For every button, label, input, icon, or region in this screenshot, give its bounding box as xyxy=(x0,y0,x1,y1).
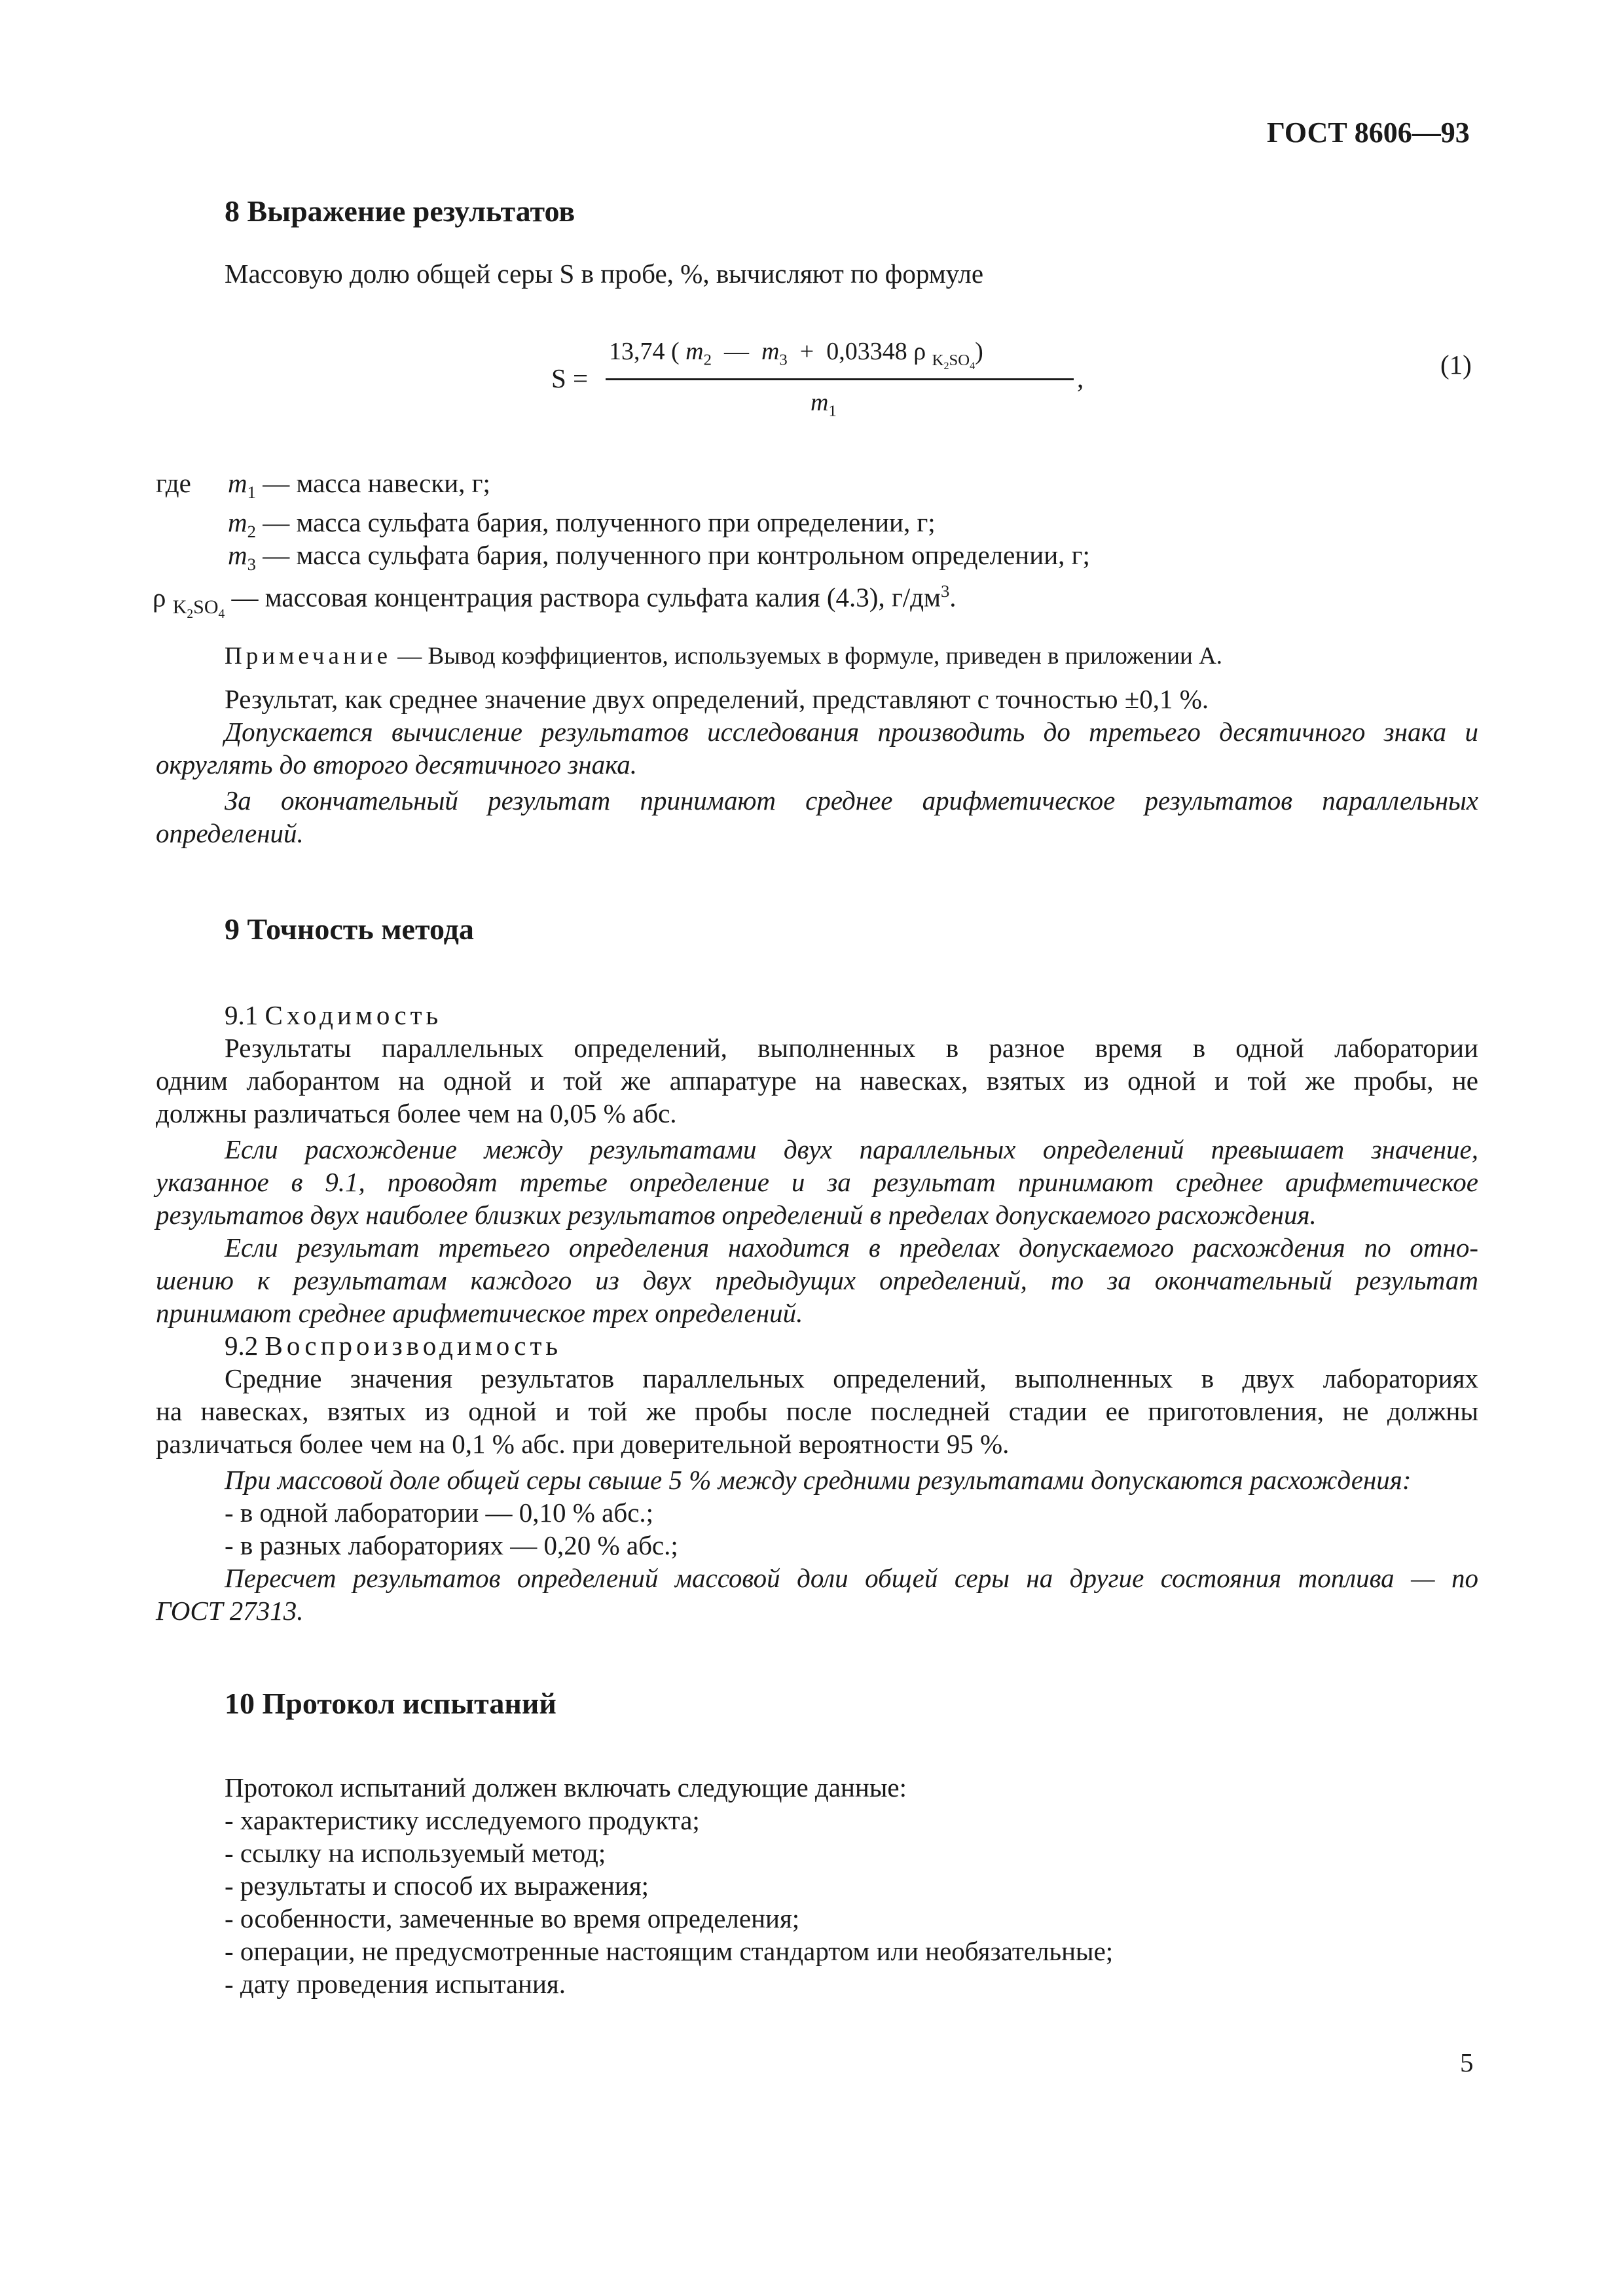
equation-number: (1) xyxy=(1440,350,1472,380)
formula-comma: , xyxy=(1077,363,1084,393)
formula-lhs: S = xyxy=(551,363,589,393)
italic-paragraph-line: Если результат третьего определения находится в пределах допускаемого расхождения по отно- xyxy=(225,1232,1478,1263)
italic-paragraph-line: указанное в 9.1, проводят третье определение и за результат принимают среднее арифметическое xyxy=(156,1167,1478,1197)
italic-paragraph-line: результатов двух наиболее близких результатов определений в пределах допускаемого расхождения. xyxy=(156,1200,1317,1230)
italic-paragraph-line: Если расхождение между результатами двух параллельных определений превышает значение, xyxy=(225,1134,1478,1164)
list-item: - операции, не предусмотренные настоящим стандартом или необязательные; xyxy=(225,1936,1114,1966)
italic-paragraph-line: принимают среднее арифметическое трех определений. xyxy=(156,1298,803,1328)
paragraph-line: на навесках, взятых из одной и той же пробы после последней стадии ее приготовления, не должны xyxy=(156,1396,1478,1426)
italic-paragraph-line: округлять до второго десятичного знака. xyxy=(156,749,638,780)
formula-fraction-bar xyxy=(606,378,1074,380)
italic-paragraph-line: При массовой доле общей серы свыше 5 % между средними результатами допускаются расхождения: xyxy=(225,1465,1412,1495)
paragraph-line: Результаты параллельных определений, выполненных в разное время в одной лаборатории xyxy=(225,1033,1478,1063)
def-m3: $m_3$ — масса сульфата бария, полученного при контрольном определении, г; xyxy=(228,540,1090,575)
italic-paragraph-line: ГОСТ 27313. xyxy=(156,1596,304,1626)
formula-numerator: 13,74 ( $m_2$ — $m_3 + 0,03348$ ρ $_{K_2SO_4}$) xyxy=(609,338,983,372)
section-10-intro: Протокол испытаний должен включать следующие данные: xyxy=(225,1772,907,1803)
paragraph-line: должны различаться более чем на 0,05 % абс. xyxy=(156,1098,677,1128)
italic-paragraph-line: Пересчет результатов определений массовой доли общей серы на другие состояния топлива — по xyxy=(225,1563,1478,1593)
list-item: - характеристику исследуемого продукта; xyxy=(225,1805,700,1835)
paragraph-line: Средние значения результатов параллельных определений, выполненных в двух лабораториях xyxy=(225,1363,1478,1393)
section-10-title: 10 Протокол испытаний xyxy=(225,1687,556,1720)
italic-paragraph-line: Допускается вычисление результатов исследования производить до третьего десятичного знака и xyxy=(225,717,1478,747)
where-label: где xyxy=(156,468,191,498)
subsection-9-2-title: 9.2 Воспроизводимость xyxy=(225,1331,562,1361)
list-item: - ссылку на используемый метод; xyxy=(225,1838,606,1868)
section-8-title: 8 Выражение результатов xyxy=(225,194,575,228)
def-m1: $m_1$ — масса навески, г; xyxy=(228,468,490,503)
paragraph-line: одним лаборантом на одной и той же аппаратуре на навесках, взятых из одной и той же пробы, не xyxy=(156,1066,1478,1096)
section-9-title: 9 Точность метода xyxy=(225,912,474,946)
formula-denominator: $m_1$ xyxy=(811,389,837,420)
list-item: - дату проведения испытания. xyxy=(225,1969,566,1999)
list-item: - особенности, замеченные во время определения; xyxy=(225,1903,800,1933)
result-precision: Результат, как среднее значение двух определений, представляют с точностью ±0,1 %. xyxy=(225,684,1209,714)
italic-paragraph-line: За окончательный результат принимают среднее арифметическое результатов параллельных xyxy=(225,785,1478,816)
italic-paragraph-line: определений. xyxy=(156,818,304,848)
list-item: - в разных лабораториях — 0,20 % абс.; xyxy=(225,1530,678,1560)
section-8-intro: Массовую долю общей серы S в пробе, %, вычисляют по формуле xyxy=(225,259,984,289)
def-m2: $m_2$ — масса сульфата бария, полученного при определении, г; xyxy=(228,507,936,542)
list-item: - результаты и способ их выражения; xyxy=(225,1871,649,1901)
document-id: ГОСТ 8606—93 xyxy=(1267,117,1470,149)
italic-paragraph-line: шению к результатам каждого из двух предыдущих определений, то за окончательный результат xyxy=(156,1265,1478,1295)
subsection-9-1-title: 9.1 Сходимость xyxy=(225,1000,443,1030)
paragraph-line: различаться более чем на 0,1 % абс. при доверительной вероятности 95 %. xyxy=(156,1429,1010,1459)
def-rho: ρ $_{K_2SO_4}$ — массовая концентрация раствора сульфата калия (4.3), $г/дм^3$. xyxy=(153,581,957,621)
page-number: 5 xyxy=(1460,2047,1474,2077)
list-item: - в одной лаборатории — 0,10 % абс.; xyxy=(225,1498,654,1528)
note: Примечание — Вывод коэффициентов, используемых в формуле, приведен в приложении А. xyxy=(225,643,1223,670)
